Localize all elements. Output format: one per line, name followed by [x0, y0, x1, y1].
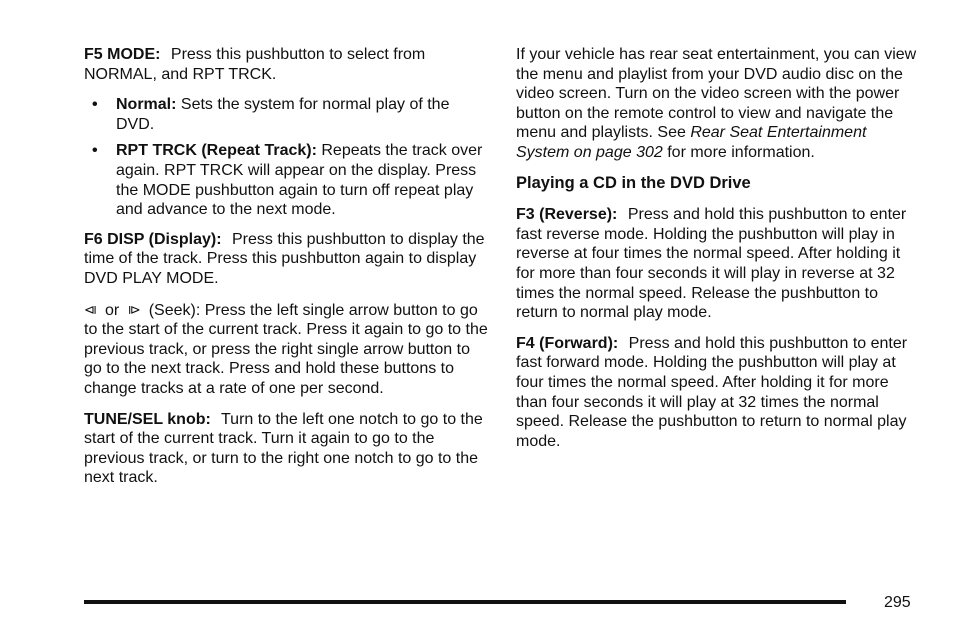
bullet-icon: • [92, 96, 98, 114]
intro-tail: for more information. [667, 143, 815, 161]
rear-seat-reference: Rear Seat Entertainment System on page 302 [516, 124, 867, 161]
f5-mode-text: Press this pushbutton to select from NORMAL, and RPT TRCK. [84, 46, 426, 83]
tune-sel-text: Turn to the left one notch to go to the start of the current track. Turn it again to go to the previous track, or turn to the right one notch to go to the next track. [84, 410, 483, 487]
mode-options-list [84, 95, 492, 220]
f4-forward-label: F4 (Forward): [516, 334, 619, 352]
f4-forward-paragraph [516, 334, 918, 452]
bullet-icon: • [92, 142, 98, 160]
normal-label: Normal: [116, 96, 177, 114]
f5-mode-paragraph [84, 45, 492, 84]
seek-text: (Seek): Press the left single arrow button to go to the start of the current track. Press it again to go to the previous track, or press the right single arrow button to go to the next track. Press and hold these buttons to change tracks at a rate of one per second. [84, 301, 488, 397]
seek-or-text: or [105, 301, 120, 319]
f6-disp-paragraph [84, 230, 492, 289]
rear-seat-intro-paragraph [516, 45, 918, 163]
normal-text: Sets the system for normal play of the DVD. [116, 96, 450, 133]
list-item-normal [84, 95, 492, 134]
right-column [516, 45, 918, 462]
f3-reverse-label: F3 (Reverse): [516, 206, 618, 224]
f4-forward-text: Press and hold this pushbutton to enter fast forward mode. Holding the pushbutton will play at four times the normal speed. After holding it for more than four seconds it will play at 32 times the normal speed. Release the pushbutton to return to normal play mode. [516, 334, 908, 450]
rpt-trck-label: RPT TRCK (Repeat Track): [116, 142, 317, 160]
list-item-rpt-trck [84, 141, 492, 219]
f6-disp-label: F6 DISP (Display): [84, 230, 222, 248]
tune-sel-label: TUNE/SEL knob: [84, 410, 211, 428]
f5-mode-label: F5 MODE: [84, 46, 161, 63]
section-heading: Playing a CD in the DVD Drive [516, 173, 751, 192]
seek-next-icon: ⧐ [127, 301, 141, 317]
footer-rule [84, 600, 846, 604]
left-column [84, 45, 492, 499]
f3-reverse-text: Press and hold this pushbutton to enter fast reverse mode. Holding the pushbutton will play in reverse at four times the normal speed. After holding it for more than four seconds it will play in reverse at 32 times the normal speed. Release the pushbutton to return to normal play mode. [516, 206, 907, 322]
intro-text: If your vehicle has rear seat entertainment, you can view the menu and playlist from your DVD audio disc on the video screen. Turn on the video screen with the power button on the remote control to view and navigate the menu and playlists. See [516, 46, 917, 142]
rpt-trck-text: Repeats the track over again. RPT TRCK will appear on the display. Press the MODE pushbutton again to turn off repeat play and advance to the next mode. [116, 142, 483, 219]
seek-paragraph [84, 300, 492, 399]
page-number: 295 [884, 594, 911, 611]
f6-disp-text: Press this pushbutton to display the time of the track. Press this pushbutton again to display DVD PLAY MODE. [84, 230, 485, 287]
f3-reverse-paragraph [516, 205, 918, 323]
seek-previous-icon: ⧏ [84, 301, 97, 317]
tune-sel-paragraph [84, 410, 492, 488]
